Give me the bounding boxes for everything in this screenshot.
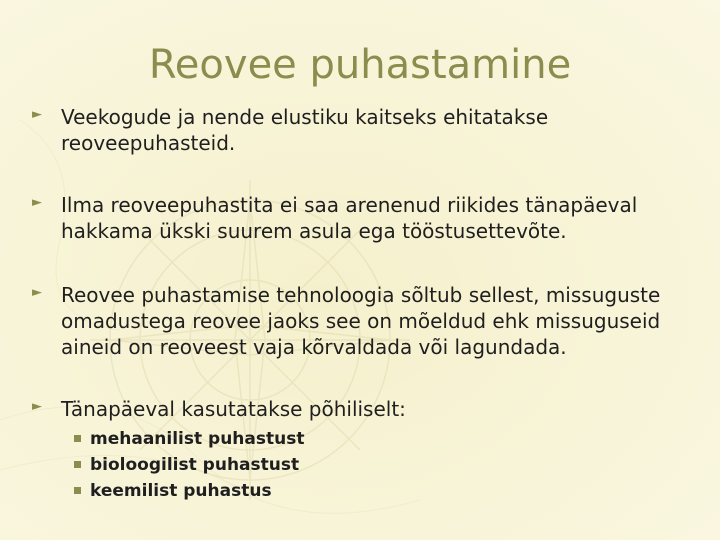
square-bullet-icon (74, 487, 81, 494)
square-bullet-icon (74, 461, 81, 468)
sub-bullet-text: keemilist puhastus (90, 481, 272, 501)
arrow-bullet-icon: ► (32, 285, 42, 300)
bullet-text (61, 282, 701, 360)
sub-bullet-text: mehaanilist puhastust (90, 429, 305, 449)
bullet-line: Reovee puhastamise tehnoloogia sõltub sellest, missuguste (61, 283, 661, 307)
bullet-text (61, 396, 701, 422)
arrow-bullet-icon: ► (32, 399, 42, 414)
bullet-line: reoveepuhasteid. (61, 131, 236, 155)
bullet-line: Veekogude ja nende elustiku kaitseks ehitatakse (61, 105, 549, 129)
square-bullet-icon (74, 435, 81, 442)
arrow-bullet-icon: ► (32, 195, 42, 210)
bullet-line: Ilma reoveepuhastita ei saa arenenud riikides tänapäeval (61, 193, 638, 217)
slide-title: Reovee puhastamine (148, 42, 572, 88)
bullet-line: hakkama ükski suurem asula ega tööstusettevõte. (61, 219, 567, 243)
sub-bullet-text: bioloogilist puhastust (90, 455, 300, 475)
arrow-bullet-icon: ► (32, 107, 42, 122)
bullet-text (61, 104, 701, 156)
bullet-line: aineid on reoveest vaja kõrvaldada või lagundada. (61, 335, 567, 359)
bullet-text (61, 192, 701, 244)
bullet-line: Tänapäeval kasutatakse põhiliselt: (61, 397, 406, 421)
bullet-line: omadustega reovee jaoks see on mõeldud ehk missuguseid (61, 309, 661, 333)
